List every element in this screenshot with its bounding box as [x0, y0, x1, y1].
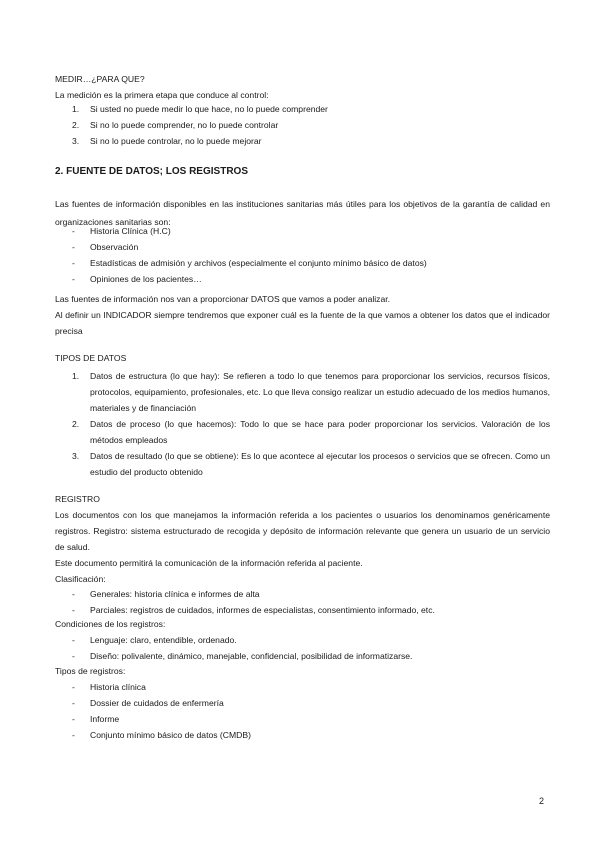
list-item — [72, 104, 550, 120]
list-item — [72, 586, 550, 602]
list-item — [72, 242, 550, 258]
item-text: Observación — [90, 242, 139, 252]
item-text: Informe — [90, 714, 120, 724]
item-text: Datos de resultado (lo que se obtiene): Es lo que acontece al ejecutar los procesos o servicios que se ofrecen. Como un estudio del producto obtenido — [90, 451, 550, 477]
item-number: 1. — [72, 371, 80, 381]
section2-intro: Las fuentes de información disponibles en las instituciones sanitarias más útiles para los objetivos de la garantía de calidad en organizaciones sanitarias son: — [55, 199, 550, 227]
list-item — [72, 136, 550, 152]
list-item — [72, 368, 550, 416]
page-number: 2 — [538, 796, 544, 806]
list-item — [72, 448, 550, 480]
tipos-datos-list — [72, 368, 550, 480]
medir-section — [55, 74, 550, 100]
list-item — [72, 258, 550, 274]
item-number: 2. — [72, 419, 80, 429]
list-item — [72, 632, 550, 648]
item-text: Historia clínica — [90, 682, 146, 692]
dash-bullet: - — [72, 714, 75, 724]
item-text: Generales: historia clínica e informes de alta — [90, 589, 260, 599]
dash-bullet: - — [72, 635, 75, 645]
subsection-heading: REGISTRO — [55, 494, 100, 504]
paragraph: Al definir un INDICADOR siempre tendremos que exponer cuál es la fuente de la que vamos a obtener los datos que el indicador precisa — [55, 310, 550, 336]
item-text: Datos de proceso (lo que hacemos): Todo lo que se hace para poder proporcionar los servicios. Valoración de los métodos empleados — [90, 419, 550, 445]
item-number: 3. — [72, 451, 80, 461]
list-item — [72, 226, 550, 242]
tipos-registros-label-block — [55, 663, 550, 679]
tipos-registros-list — [72, 679, 550, 743]
tipos-datos-heading-block — [55, 353, 550, 364]
item-text: Si no lo puede controlar, no lo puede mejorar — [90, 136, 262, 146]
list-item — [72, 648, 550, 664]
item-text: Opiniones de los pacientes… — [90, 274, 202, 284]
list-item — [72, 416, 550, 448]
sources-list — [72, 226, 550, 290]
dash-bullet: - — [72, 274, 75, 284]
medir-list — [72, 104, 550, 152]
item-text: Conjunto mínimo básico de datos (CMDB) — [90, 730, 251, 740]
list-item — [72, 679, 550, 695]
tipos-registros-label: Tipos de registros: — [55, 666, 126, 676]
dash-bullet: - — [72, 242, 75, 252]
item-text: Parciales: registros de cuidados, informes de especialistas, consentimiento informado, etc. — [90, 605, 435, 615]
clasificacion-label: Clasificación: — [55, 574, 106, 584]
list-item — [72, 120, 550, 136]
item-text: Si usted no puede medir lo que hace, no lo puede comprender — [90, 104, 328, 114]
dash-bullet: - — [72, 605, 75, 615]
medir-heading: MEDIR…¿PARA QUE? — [55, 74, 145, 84]
dash-bullet: - — [72, 226, 75, 236]
item-text: Datos de estructura (lo que hay): Se refieren a todo lo que tenemos para proporcionar los servicios, recursos físicos, protocolos, equipamiento, profesionales, etc. Lo que lleva consigo realizar un estudio adecuado de los medios humanos, materiales y de financiación — [90, 371, 550, 413]
item-number: 2. — [72, 120, 80, 130]
paragraph: Este documento permitirá la comunicación de la información referida al paciente. — [55, 558, 363, 568]
item-number: 1. — [72, 104, 80, 114]
item-text: Estadísticas de admisión y archivos (especialmente el conjunto mínimo básico de datos) — [90, 258, 427, 268]
clasificacion-list — [72, 586, 550, 618]
condiciones-list — [72, 632, 550, 664]
item-text: Si no lo puede comprender, no lo puede controlar — [90, 120, 279, 130]
list-item — [72, 274, 550, 290]
item-text: Dossier de cuidados de enfermería — [90, 698, 224, 708]
list-item — [72, 727, 550, 743]
list-item — [72, 695, 550, 711]
paragraph: Las fuentes de información nos van a proporcionar DATOS que vamos a poder analizar. — [55, 294, 391, 304]
item-text: Lenguaje: claro, entendible, ordenado. — [90, 635, 237, 645]
registro-section — [55, 491, 550, 587]
dash-bullet: - — [72, 651, 75, 661]
item-text: Historia Clínica (H.C) — [90, 226, 171, 236]
condiciones-label: Condiciones de los registros: — [55, 619, 166, 629]
item-text: Diseño: polivalente, dinámico, manejable, confidencial, posibilidad de informatizarse. — [90, 651, 413, 661]
section-heading: 2. FUENTE DE DATOS; LOS REGISTROS — [55, 166, 248, 177]
paragraph: Los documentos con los que manejamos la información referida a los pacientes o usuarios los denominamos genéricamente registros. Registro: sistema estructurado de recogida y depósito de información relevante que genera un usuario de un servicio de salud. — [55, 510, 550, 552]
item-number: 3. — [72, 136, 80, 146]
section2-paragraphs — [55, 291, 550, 339]
dash-bullet: - — [72, 682, 75, 692]
dash-bullet: - — [72, 730, 75, 740]
condiciones-label-block — [55, 616, 550, 632]
dash-bullet: - — [72, 258, 75, 268]
dash-bullet: - — [72, 698, 75, 708]
medir-intro: La medición es la primera etapa que conduce al control: — [55, 89, 269, 100]
dash-bullet: - — [72, 589, 75, 599]
subsection-heading: TIPOS DE DATOS — [55, 353, 127, 363]
list-item — [72, 711, 550, 727]
